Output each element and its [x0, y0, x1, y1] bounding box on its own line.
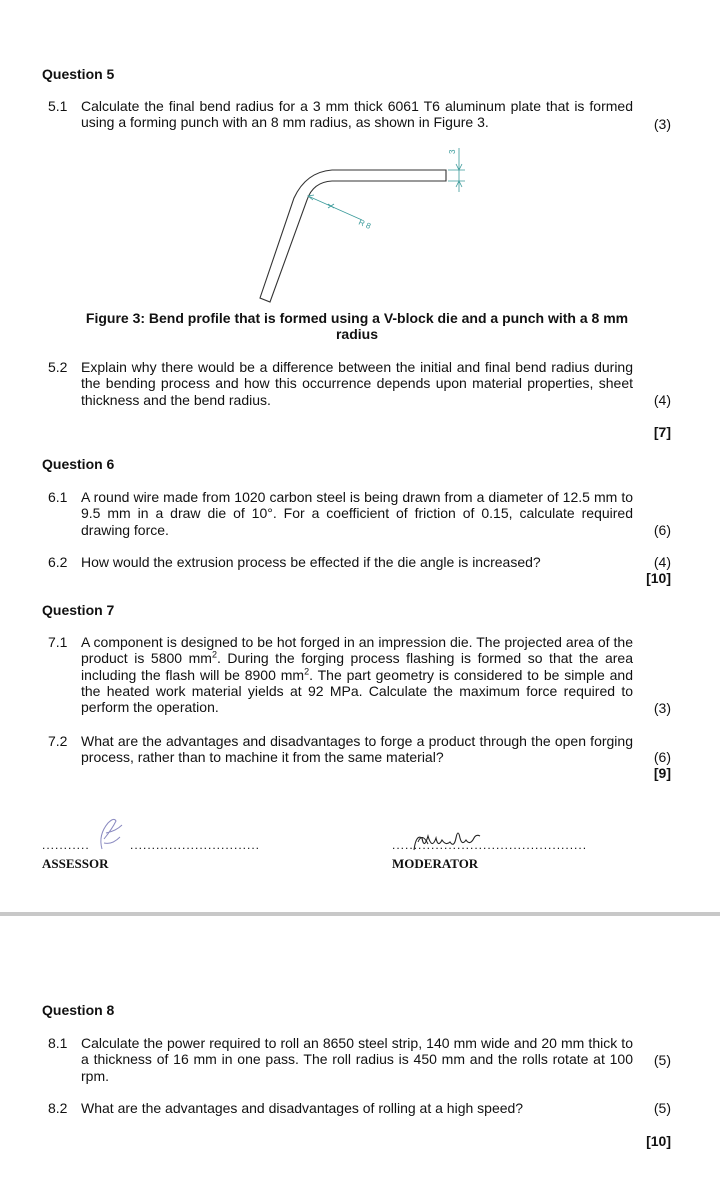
q62-text: How would the extrusion process be effected if the die angle is increased? [81, 554, 541, 570]
q72-text: What are the advantages and disadvantages to forge a product through the open forging process, rather than to machine it from the same material? [81, 733, 633, 766]
radius-dimension-label: R 8 [357, 217, 373, 231]
q82-text: What are the advantages and disadvantages of rolling at a high speed? [81, 1100, 524, 1116]
figure-3-caption: Figure 3: Bend profile that is formed using a V-block die and a punch with a 8 mm radius [85, 310, 629, 342]
q71-mark: (3) [653, 700, 671, 716]
bend-profile-figure [250, 140, 480, 310]
q61-mark: (6) [653, 522, 671, 538]
assessor-dots-right: .............................. [130, 838, 261, 852]
q51-text: Calculate the final bend radius for a 3 mm thick 6061 T6 aluminum plate that is formed using a forming punch with an 8 mm radius, as shown in Figure 3. [81, 98, 633, 131]
question-5-heading: Question 5 [42, 66, 115, 82]
thickness-dimension-label: 3 [448, 149, 457, 154]
q61-text: A round wire made from 1020 carbon steel is being drawn from a diameter of 12.5 mm to 9.5 mm in a draw die of 10°. For a coefficient of friction of 0.15, calculate required drawing force. [81, 489, 633, 538]
q51-number: 5.1 [48, 98, 68, 114]
q61-number: 6.1 [48, 489, 68, 505]
q71-text: A component is designed to be hot forged in an impression die. The projected area of the product is 5800 $mm^2$. During the forging process flashing is formed so that the area including the flash will be 8900 $mm^2$. The part geometry is considered to be simple and the heated work material yields at 92 MPa. Calculate the maximum force required to perform the operation. [81, 634, 633, 716]
question-8-heading: Question 8 [42, 1002, 115, 1018]
q62-mark: (4) [653, 554, 671, 570]
q51-mark: (3) [653, 116, 671, 132]
q72-number: 7.2 [48, 733, 68, 749]
q81-number: 8.1 [48, 1035, 68, 1051]
q52-number: 5.2 [48, 359, 68, 375]
q62-number: 6.2 [48, 554, 68, 570]
q6-total: [10] [646, 570, 671, 586]
q81-text: Calculate the power required to roll an 8650 steel strip, 140 mm wide and 20 mm thick to a thickness of 16 mm in one pass. The roll radius is 450 mm and the rolls rotate at 100 rpm. [81, 1035, 633, 1084]
question-6-heading: Question 6 [42, 456, 115, 472]
q8-total: [10] [646, 1133, 671, 1149]
q72-mark: (6) [653, 749, 671, 765]
q7-total: [9] [653, 765, 671, 781]
q5-total: [7] [653, 424, 671, 440]
q52-mark: (4) [653, 392, 671, 408]
q52-text: Explain why there would be a difference between the initial and final bend radius during the bending process and how this occurrence depends upon material properties, sheet thickness and the bend radius. [81, 359, 633, 408]
q82-mark: (5) [653, 1100, 671, 1116]
assessor-dots-left: ........... [42, 838, 90, 852]
q81-mark: (5) [653, 1052, 671, 1068]
q82-number: 8.2 [48, 1100, 68, 1116]
q71-number: 7.1 [48, 634, 68, 650]
page-divider [0, 912, 720, 916]
moderator-dots: ............................................. [392, 838, 588, 852]
moderator-label: MODERATOR [392, 856, 479, 871]
assessor-label: ASSESSOR [42, 856, 109, 871]
assessor-signature [92, 815, 128, 855]
question-7-heading: Question 7 [42, 602, 115, 618]
